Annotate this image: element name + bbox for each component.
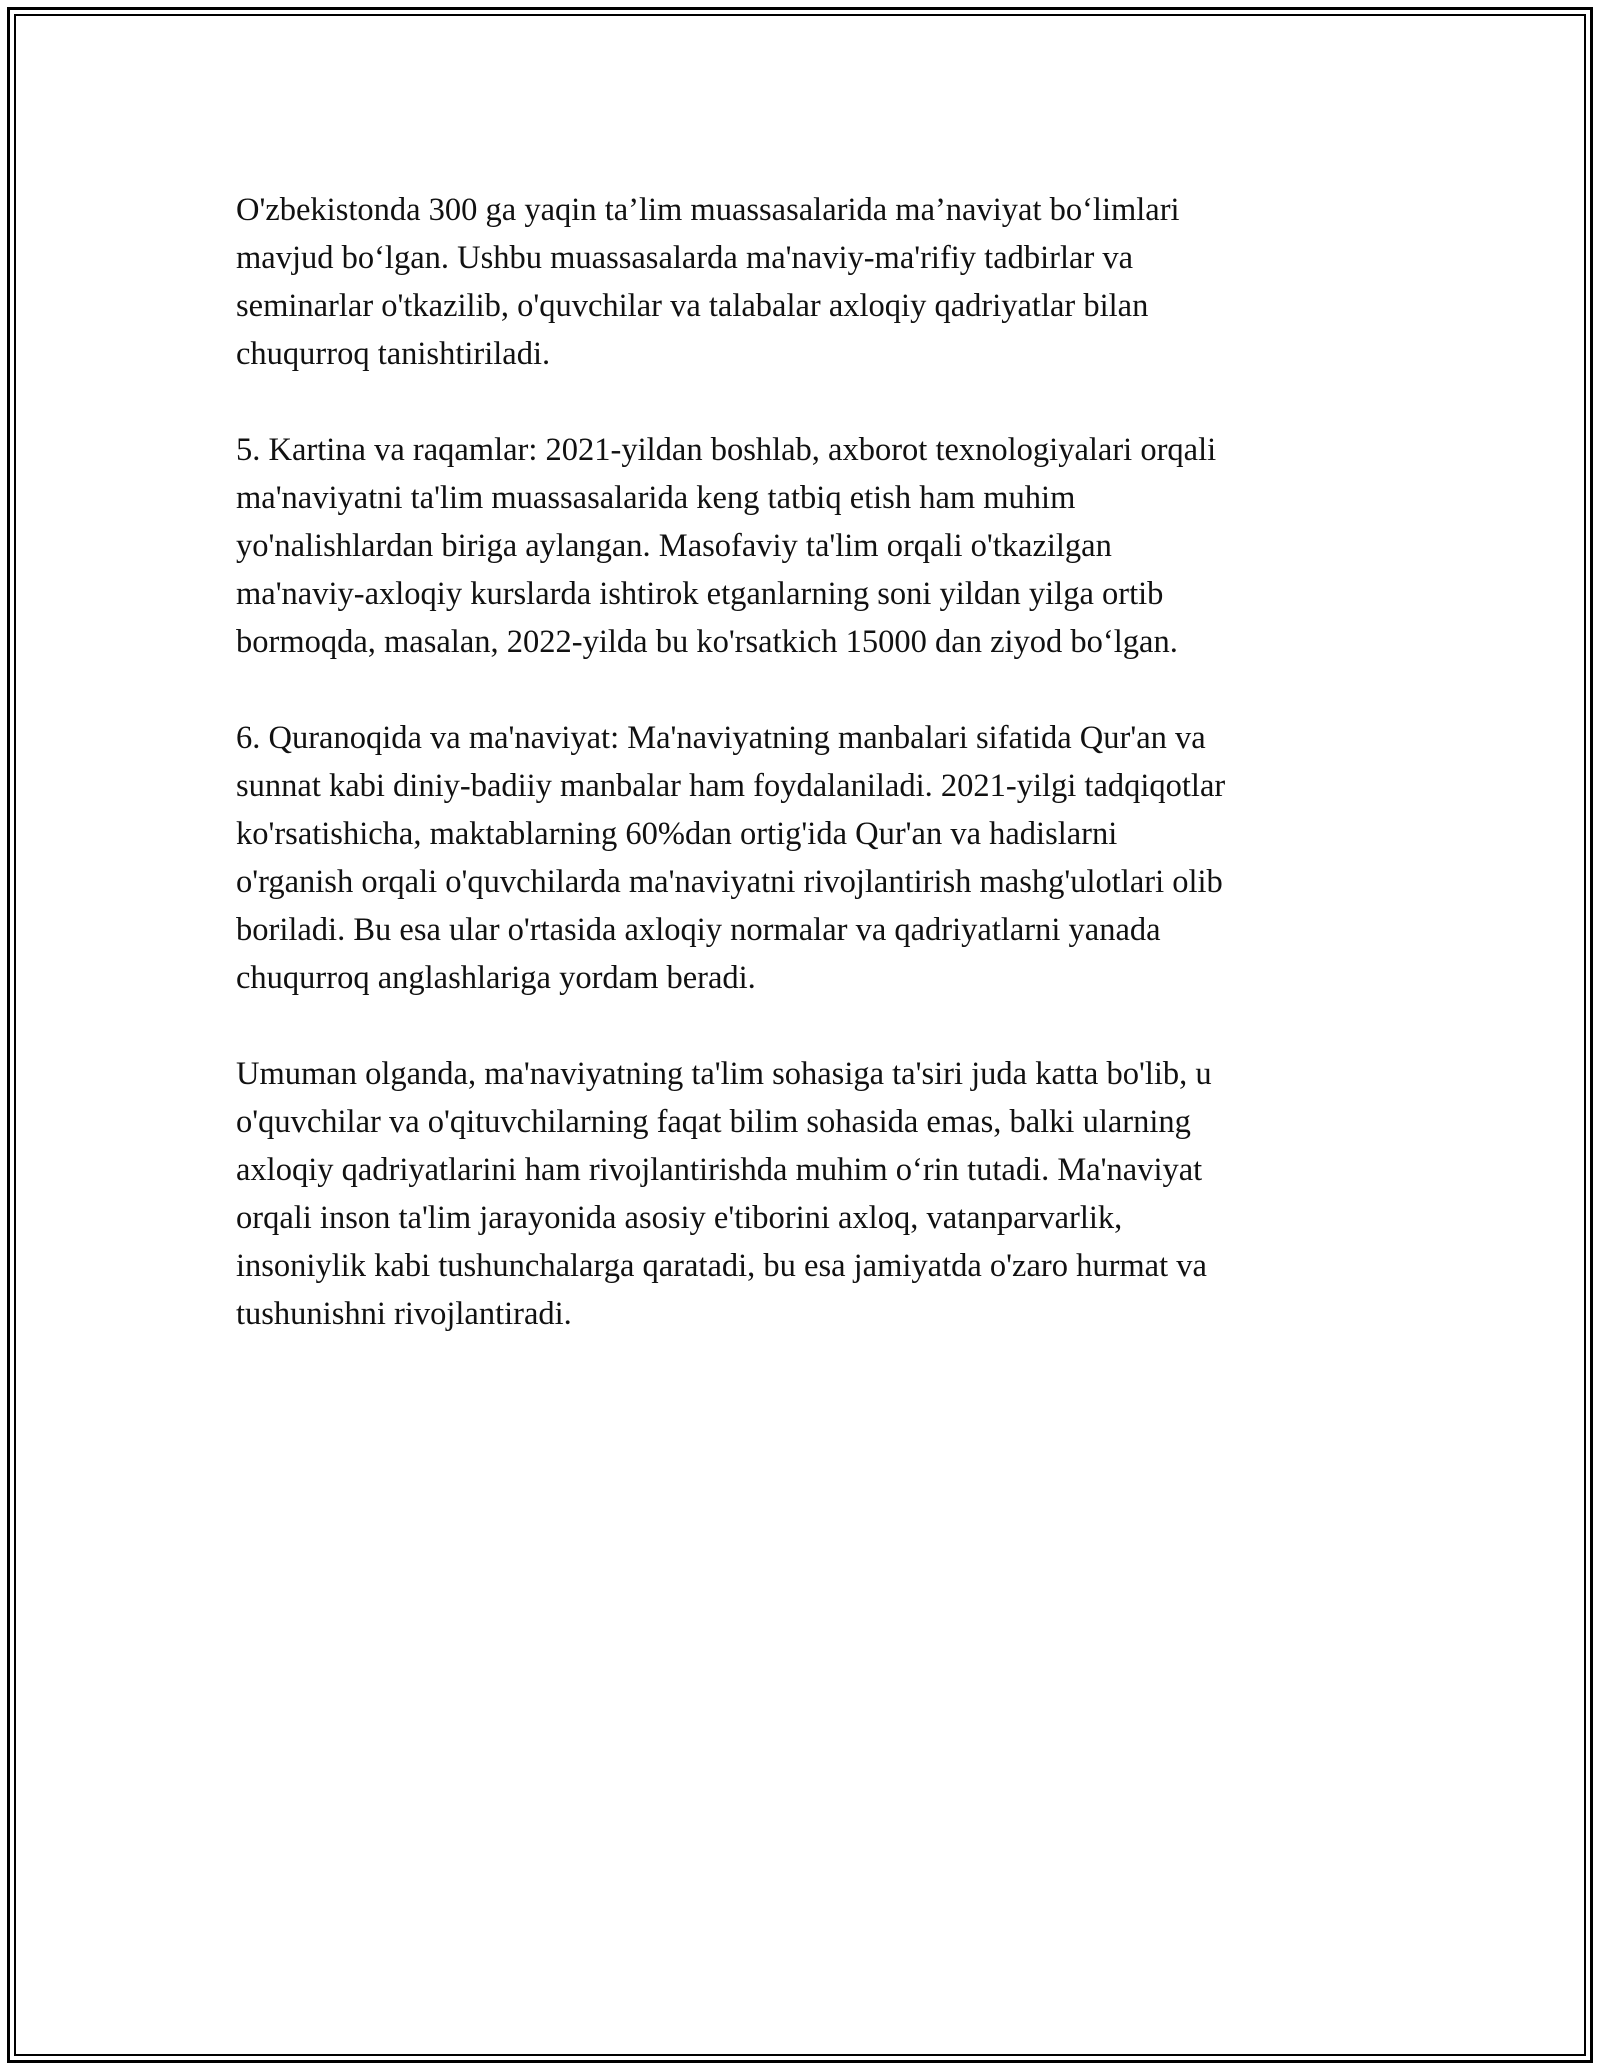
document-body [236,186,1376,1386]
paragraph-intro: O'zbekistonda 300 ga yaqin ta’lim muassasalarida ma’naviyat bo‘limlari mavjud bo‘lgan. Ushbu muassasalarda ma'naviy-ma'rifiy tadbirlar va seminarlar o'tkazilib, o'quvchilar va talabalar axloqiy qadriyatlar bilan chuqurroq tanishtiriladi. [236,192,1180,372]
paragraph-item-6: 6. Quranoqida va ma'naviyat: Ma'naviyatning manbalari sifatida Qur'an va sunnat kabi diniy-badiiy manbalar ham foydalaniladi. 2021-yilgi tadqiqotlar ko'rsatishicha, maktablarning 60%dan ortig'ida Qur'an va hadislarni o'rganish orqali o'quvchilarda ma'naviyatni rivojlantirish mashg'ulotlari olib boriladi. Bu esa ular o'rtasida axloqiy normalar va qadriyatlarni yanada chuqurroq anglashlariga yordam beradi. [236,720,1226,996]
paragraph-conclusion: Umuman olganda, ma'naviyatning ta'lim sohasiga ta'siri juda katta bo'lib, u o'quvchilar va o'qituvchilarning faqat bilim sohasida emas, balki ularning axloqiy qadriyatlarini ham rivojlantirishda muhim o‘rin tutadi. Ma'naviyat orqali inson ta'lim jarayonida asosiy e'tiborini axloq, vatanparvarlik, insoniylik kabi tushunchalarga qaratadi, bu esa jamiyatda o'zaro hurmat va tushunishni rivojlantiradi. [236,1056,1212,1332]
paragraph-item-5: 5. Kartina va raqamlar: 2021-yildan boshlab, axborot texnologiyalari orqali ma'naviyatni ta'lim muassasalarida keng tatbiq etish ham muhim yo'nalishlardan biriga aylangan. Masofaviy ta'lim orqali o'tkazilgan ma'naviy-axloqiy kurslarda ishtirok etganlarning soni yildan yilga ortib bormoqda, masalan, 2022-yilda bu ko'rsatkich 15000 dan ziyod bo‘lgan. [236,432,1217,660]
